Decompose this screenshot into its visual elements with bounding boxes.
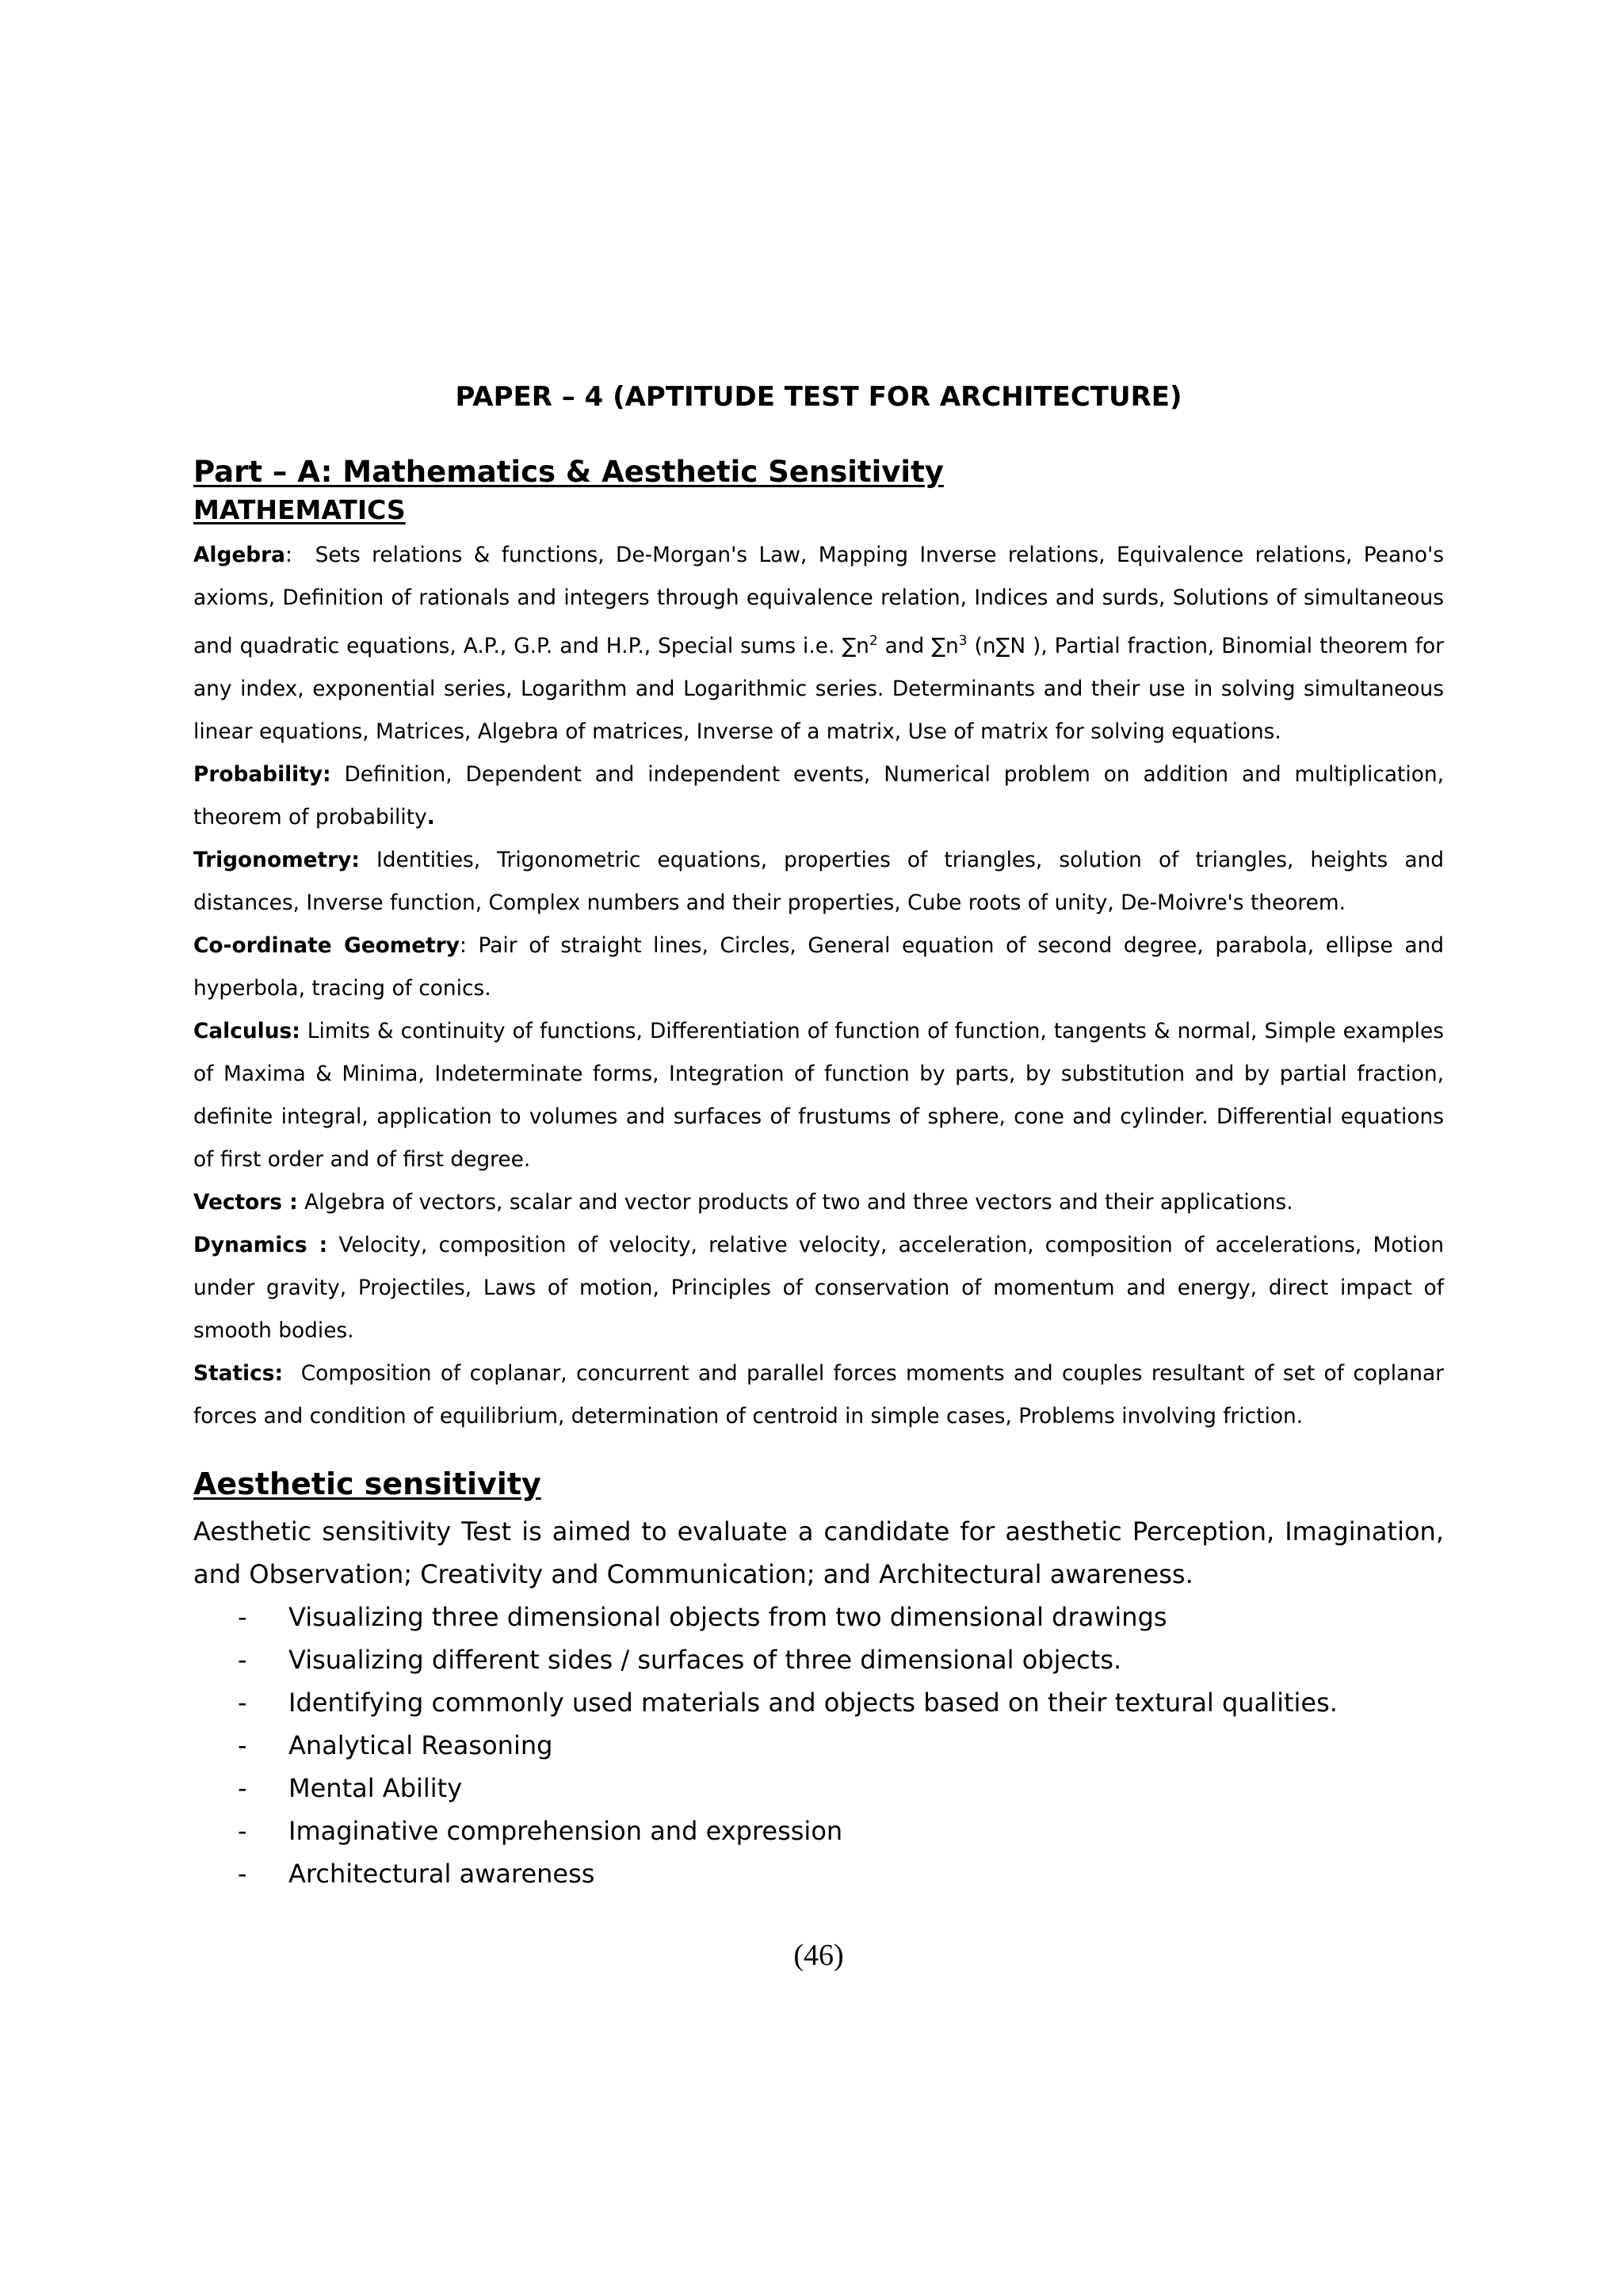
list-item <box>193 1767 1444 1810</box>
list-bullet: - <box>238 1773 247 1803</box>
topic-text-dynamics: Velocity, composition of velocity, relative velocity, acceleration, composition of accelerations, Motion under gravity, Projectiles, Laws of motion, Principles of conservation of momentum and energy, direct impact of smooth bodies. <box>193 1232 1444 1343</box>
superscript-3: 3 <box>958 633 968 649</box>
page-number: (46) <box>793 1939 844 1972</box>
part-heading: Part – A: Mathematics & Aesthetic Sensitivity <box>193 455 944 489</box>
list-item-text: Mental Ability <box>288 1773 463 1803</box>
list-item-text: Analytical Reasoning <box>288 1730 553 1760</box>
topic-label-algebra: Algebra <box>193 543 285 567</box>
topic-label-probability: Probability: <box>193 761 331 787</box>
topic-text-probability: Definition, Dependent and independent events, Numerical problem on addition and multiplication, theorem of probability <box>193 761 1444 830</box>
topic-trigonometry <box>193 839 1444 925</box>
aesthetic-list <box>193 1596 1444 1895</box>
list-item-text: Visualizing different sides / surfaces of three dimensional objects. <box>288 1645 1122 1675</box>
topic-label-coordinate-geometry: Co-ordinate Geometry <box>193 933 460 958</box>
topic-text-trigonometry: Identities, Trigonometric equations, properties of triangles, solution of triangles, heights and distances, Inverse function, Complex numbers and their properties, Cube roots of unity, De-Moivre's theorem. <box>193 847 1444 915</box>
list-bullet: - <box>238 1602 247 1632</box>
topic-label-vectors: Vectors : <box>193 1189 298 1215</box>
topic-algebra <box>193 534 1444 753</box>
topic-dynamics <box>193 1224 1444 1352</box>
topic-text-algebra-part3: (n∑N ), Partial fraction, Binomial theorem for any index, exponential series, Logarithm and Logarithmic series. Determinants and their use in solving simultaneous linear equations, Matrices, Algebra of matrices, Inverse of a matrix, Use of matrix for solving equations. <box>193 633 1444 744</box>
list-item-text: Architectural awareness <box>288 1859 595 1889</box>
topic-label-calculus: Calculus: <box>193 1018 300 1043</box>
topic-coordinate-geometry <box>193 925 1444 1010</box>
topic-label-statics: Statics: <box>193 1360 283 1386</box>
list-bullet: - <box>238 1730 247 1760</box>
list-item-text: Identifying commonly used materials and objects based on their textural qualities. <box>288 1688 1338 1718</box>
aesthetic-intro: Aesthetic sensitivity Test is aimed to evaluate a candidate for aesthetic Perception, Imagination, and Observation; Creativity and Communication; and Architectural awareness. <box>193 1516 1444 1589</box>
topic-label-dynamics: Dynamics : <box>193 1232 328 1257</box>
topic-text-coordinate-geometry: : Pair of straight lines, Circles, General equation of second degree, parabola, ellipse and hyperbola, tracing of conics. <box>193 933 1444 1001</box>
topic-text-calculus: Limits & continuity of functions, Differentiation of function of function, tangents & normal, Simple examples of Maxima & Minima, Indeterminate forms, Integration of function by parts, by substitution and by partial fraction, definite integral, application to volumes and surfaces of frustums of sphere, cone and cylinder. Differential equations of first order and of first degree. <box>193 1018 1444 1172</box>
list-item <box>193 1596 1444 1638</box>
list-bullet: - <box>238 1859 247 1889</box>
topic-end-probability: . <box>426 804 435 830</box>
topic-probability <box>193 753 1444 839</box>
topic-calculus <box>193 1010 1444 1181</box>
list-item <box>193 1638 1444 1681</box>
topic-text-vectors: Algebra of vectors, scalar and vector products of two and three vectors and their applications. <box>297 1189 1293 1215</box>
mathematics-heading: MATHEMATICS <box>193 494 406 525</box>
list-item-text: Visualizing three dimensional objects from two dimensional drawings <box>288 1602 1167 1632</box>
list-bullet: - <box>238 1688 247 1718</box>
topic-text-algebra-part2: and ∑n <box>877 633 959 658</box>
list-bullet: - <box>238 1816 247 1846</box>
topic-statics <box>193 1352 1451 1438</box>
list-bullet: - <box>238 1645 247 1675</box>
list-item <box>193 1724 1444 1767</box>
list-item <box>193 1681 1444 1724</box>
list-item <box>193 1852 1444 1895</box>
topic-label-trigonometry: Trigonometry: <box>193 847 360 872</box>
list-item <box>193 1810 1444 1852</box>
list-item-text: Imaginative comprehension and expression <box>288 1816 843 1846</box>
aesthetic-heading: Aesthetic sensitivity <box>193 1466 541 1501</box>
topic-text-statics: Composition of coplanar, concurrent and parallel forces moments and couples resultant of set of coplanar forces and condition of equilibrium, determination of centroid in simple cases, Problems involving friction. <box>193 1360 1451 1428</box>
topic-text-algebra-part1: Sets relations & functions, De-Morgan's Law, Mapping Inverse relations, Equivalence relations, Peano's axioms, Definition of rationals and integers through equivalence relation, Indices and surds, Solutions of simultaneous and quadratic equations, A.P., G.P. and H.P., Special sums i.e. ∑n <box>193 543 1445 658</box>
mathematics-syllabus <box>193 534 1451 1438</box>
superscript-2: 2 <box>869 633 878 649</box>
topic-vectors <box>193 1181 1444 1224</box>
paper-title: PAPER – 4 (APTITUDE TEST FOR ARCHITECTURE) <box>455 381 1182 413</box>
topic-separator-algebra: : <box>285 543 315 567</box>
